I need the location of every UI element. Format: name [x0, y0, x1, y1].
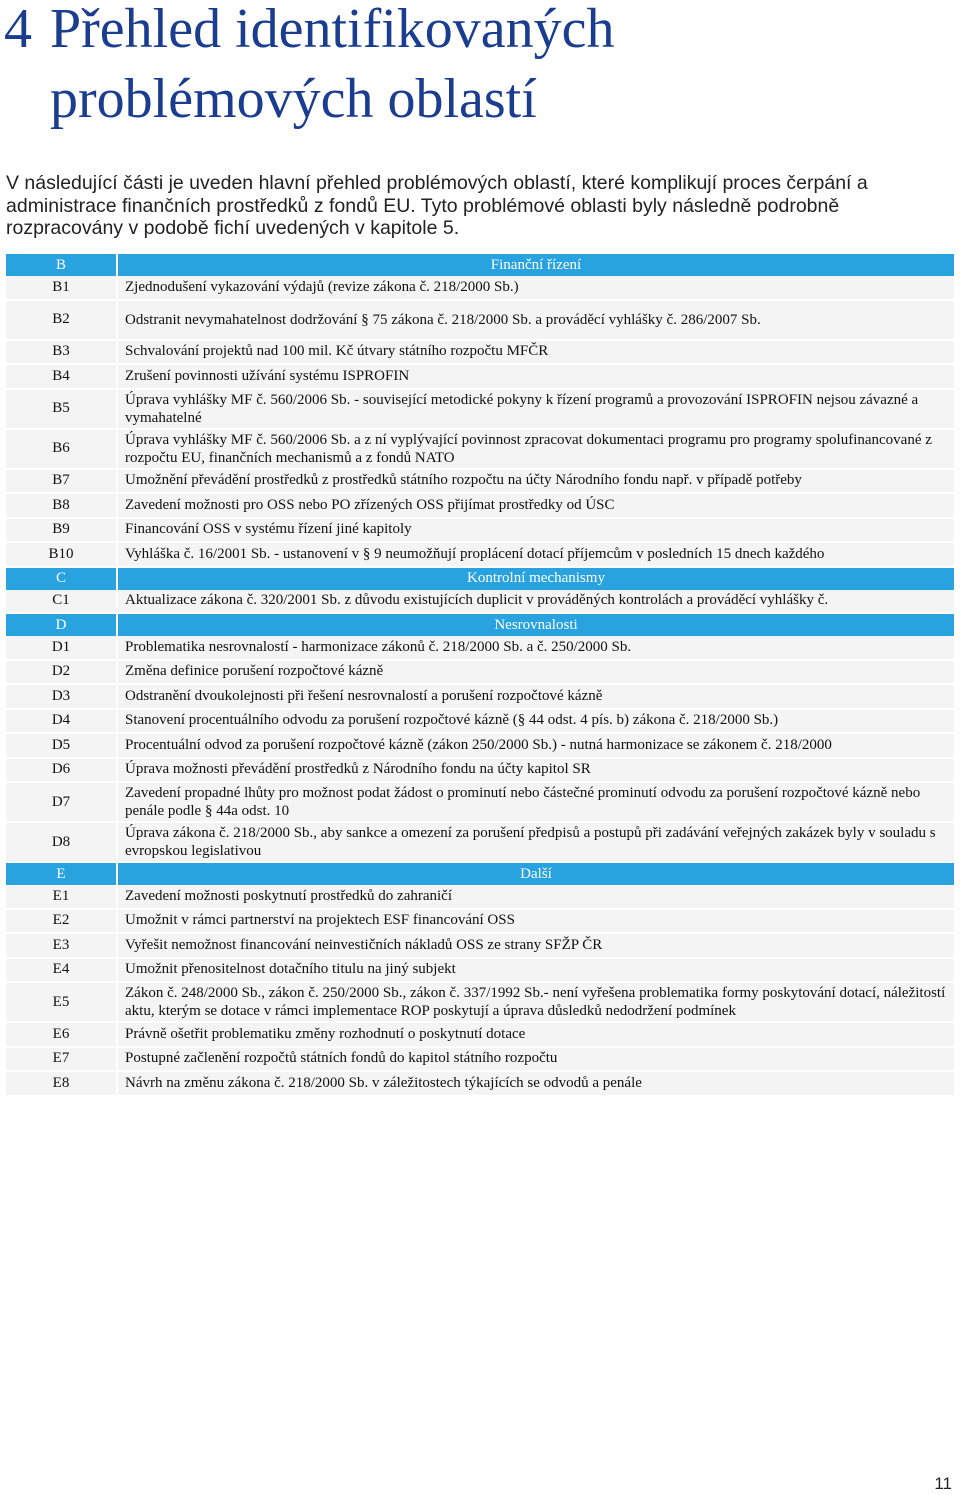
section-title: Kontrolní mechanismy [118, 567, 954, 590]
table-row [6, 429, 954, 469]
row-code: E5 [6, 982, 116, 1022]
row-code: B2 [6, 300, 116, 340]
section-header [6, 567, 954, 590]
row-text: Zákon č. 248/2000 Sb., zákon č. 250/2000 Sb., zákon č. 337/1992 Sb.- není vyřešena problematika formy poskytování dotací, náležitostí aktu, kterým se dotace v rámci implementace ROP poskytují a úprava důsledků nedodržení podmínek [118, 982, 954, 1022]
table-row [6, 933, 954, 958]
row-code: E6 [6, 1022, 116, 1047]
row-text: Aktualizace zákona č. 320/2001 Sb. z důvodu existujících duplicit v prováděných kontrolách a prováděcí vyhlášky č. [118, 590, 954, 614]
row-code: D8 [6, 822, 116, 862]
table-row [6, 1071, 954, 1096]
row-text: Procentuální odvod za porušení rozpočtové kázně (zákon 250/2000 Sb.) - nutná harmonizace se zákonem č. 218/2000 [118, 733, 954, 758]
row-code: D3 [6, 684, 116, 709]
row-code: E8 [6, 1071, 116, 1096]
row-text: Schvalování projektů nad 100 mil. Kč útvary státního rozpočtu MFČR [118, 340, 954, 365]
row-text: Vyřešit nemožnost financování neinvestičních nákladů OSS ze strany SFŽP ČR [118, 933, 954, 958]
table-row [6, 364, 954, 389]
row-text: Úprava vyhlášky MF č. 560/2006 Sb. - související metodické pokyny k řízení programů a provozování ISPROFIN nejsou závazné a vymahatelné [118, 389, 954, 429]
row-code: E7 [6, 1047, 116, 1072]
table-row [6, 733, 954, 758]
table-row [6, 300, 954, 340]
table-row [6, 660, 954, 685]
table-row [6, 636, 954, 660]
problem-areas-table [6, 254, 954, 1097]
row-text: Zavedení možnosti poskytnutí prostředků do zahraničí [118, 885, 954, 909]
table-row [6, 909, 954, 934]
row-text: Umožnit přenositelnost dotačního titulu na jiný subjekt [118, 958, 954, 983]
table-row [6, 1022, 954, 1047]
row-text: Návrh na změnu zákona č. 218/2000 Sb. v záležitostech týkajících se odvodů a penále [118, 1071, 954, 1096]
row-text: Zavedení propadné lhůty pro možnost podat žádost o prominutí nebo částečné prominutí odvodu za porušení rozpočtové kázně nebo penále podle § 44a odst. 10 [118, 782, 954, 822]
row-text: Právně ošetřit problematiku změny rozhodnutí o poskytnutí dotace [118, 1022, 954, 1047]
row-code: B8 [6, 493, 116, 518]
section-header [6, 254, 954, 276]
section-code: B [6, 254, 116, 276]
row-code: E4 [6, 958, 116, 983]
row-code: D1 [6, 636, 116, 660]
row-text: Financování OSS v systému řízení jiné kapitoly [118, 518, 954, 543]
section-code: C [6, 567, 116, 590]
intro-paragraph: V následující části je uveden hlavní přehled problémových oblastí, které komplikují proces čerpání a administrace finančních prostředků z fondů EU. Tyto problémové oblasti byly následně podrobně rozpracovány v podobě fichí uvedených v kapitole 5. [6, 172, 868, 239]
section-code: D [6, 613, 116, 636]
chapter-number: 4 [4, 0, 32, 60]
row-text: Změna definice porušení rozpočtové kázně [118, 660, 954, 685]
section-title: Finanční řízení [118, 254, 954, 276]
row-text: Zjednodušení vykazování výdajů (revize zákona č. 218/2000 Sb.) [118, 276, 954, 300]
table-row [6, 493, 954, 518]
row-text: Odstranit nevymahatelnost dodržování § 75 zákona č. 218/2000 Sb. a prováděcí vyhlášky č. 286/2007 Sb. [118, 300, 954, 340]
problem-areas-table-wrapper [6, 254, 954, 1097]
row-code: D4 [6, 709, 116, 734]
table-row [6, 469, 954, 494]
chapter-heading [4, 0, 615, 134]
row-code: E2 [6, 909, 116, 934]
table-row [6, 340, 954, 365]
row-code: D6 [6, 758, 116, 783]
section-header [6, 613, 954, 636]
section-title: Další [118, 862, 954, 885]
table-row [6, 542, 954, 567]
row-code: B3 [6, 340, 116, 365]
row-code: B4 [6, 364, 116, 389]
table-row [6, 389, 954, 429]
row-code: D7 [6, 782, 116, 822]
section-code: E [6, 862, 116, 885]
row-text: Postupné začlenění rozpočtů státních fondů do kapitol státního rozpočtu [118, 1047, 954, 1072]
row-code: B9 [6, 518, 116, 543]
section-title: Nesrovnalosti [118, 613, 954, 636]
table-row [6, 590, 954, 614]
row-code: B10 [6, 542, 116, 567]
chapter-title-line1: Přehled identifikovaných [50, 0, 615, 60]
row-text: Zavedení možnosti pro OSS nebo PO zřízených OSS přijímat prostředky od ÚSC [118, 493, 954, 518]
table-row [6, 822, 954, 862]
table-row [6, 782, 954, 822]
row-code: C1 [6, 590, 116, 614]
row-code: B7 [6, 469, 116, 494]
row-text: Zrušení povinnosti užívání systému ISPROFIN [118, 364, 954, 389]
row-text: Úprava zákona č. 218/2000 Sb., aby sankce a omezení za porušení předpisů a postupů při zadávání veřejných zakázek byly v souladu s evropskou legislativou [118, 822, 954, 862]
row-code: B1 [6, 276, 116, 300]
row-text: Problematika nesrovnalostí - harmonizace zákonů č. 218/2000 Sb. a č. 250/2000 Sb. [118, 636, 954, 660]
table-row [6, 885, 954, 909]
table-row [6, 709, 954, 734]
row-text: Odstranění dvoukolejnosti při řešení nesrovnalostí a porušení rozpočtové kázně [118, 684, 954, 709]
row-text: Vyhláška č. 16/2001 Sb. - ustanovení v § 9 neumožňují proplácení dotací příjemcům v posledních 15 dnech každého [118, 542, 954, 567]
row-code: E1 [6, 885, 116, 909]
table-row [6, 958, 954, 983]
table-row [6, 982, 954, 1022]
table-row [6, 684, 954, 709]
table-row [6, 276, 954, 300]
row-code: E3 [6, 933, 116, 958]
section-header [6, 862, 954, 885]
chapter-title-line2: problémových oblastí [50, 68, 537, 130]
row-text: Umožnit v rámci partnerství na projektech ESF financování OSS [118, 909, 954, 934]
row-text: Úprava možnosti převádění prostředků z Národního fondu na účty kapitol SR [118, 758, 954, 783]
table-row [6, 1047, 954, 1072]
row-code: D5 [6, 733, 116, 758]
page-number: 11 [934, 1474, 952, 1493]
row-text: Úprava vyhlášky MF č. 560/2006 Sb. a z ní vyplývající povinnost zpracovat dokumentaci programu pro programy spolufinancované z rozpočtu EU, finančních mechanismů a z fondů NATO [118, 429, 954, 469]
table-row [6, 758, 954, 783]
row-code: D2 [6, 660, 116, 685]
row-code: B6 [6, 429, 116, 469]
row-text: Stanovení procentuálního odvodu za porušení rozpočtové kázně (§ 44 odst. 4 pís. b) zákona č. 218/2000 Sb.) [118, 709, 954, 734]
table-row [6, 518, 954, 543]
row-code: B5 [6, 389, 116, 429]
row-text: Umožnění převádění prostředků z prostředků státního rozpočtu na účty Národního fondu např. v případě potřeby [118, 469, 954, 494]
